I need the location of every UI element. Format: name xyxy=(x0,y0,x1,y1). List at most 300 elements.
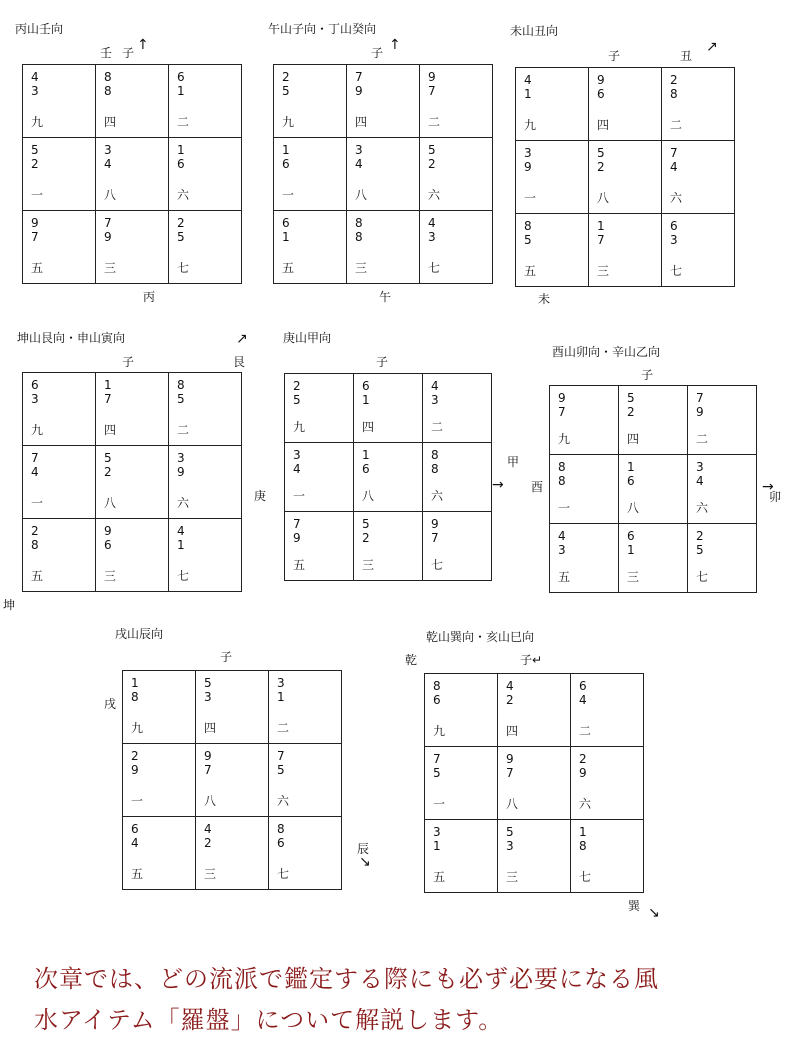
water-star: 9 xyxy=(131,763,139,777)
base-star: 七 xyxy=(177,569,190,583)
grid-cell xyxy=(498,820,571,893)
water-star: 7 xyxy=(204,763,212,777)
mountain-star: 6 xyxy=(579,679,587,693)
cell-numbers xyxy=(31,378,95,406)
cell-numbers xyxy=(670,219,734,247)
grid-cell xyxy=(354,443,423,512)
mountain-star: 4 xyxy=(558,529,566,543)
grid-cell xyxy=(662,68,735,141)
water-star: 4 xyxy=(696,474,704,488)
mountain-star: 7 xyxy=(670,146,678,160)
water-star: 4 xyxy=(131,836,139,850)
base-star: 九 xyxy=(31,115,44,129)
water-star: 5 xyxy=(293,393,301,407)
mountain-star: 9 xyxy=(506,752,514,766)
water-star: 9 xyxy=(355,84,363,98)
base-star: 二 xyxy=(177,423,190,437)
mountain-star: 1 xyxy=(597,219,605,233)
grid-cell xyxy=(123,817,196,890)
chart-title: 未山丑向 xyxy=(510,24,559,38)
base-star: 三 xyxy=(104,261,117,275)
base-star: 八 xyxy=(627,501,640,515)
grid-cell xyxy=(169,373,242,446)
cell-numbers xyxy=(362,379,422,407)
grid-cell xyxy=(274,138,347,211)
cell-numbers xyxy=(104,524,168,552)
base-star: 一 xyxy=(558,501,571,515)
grid-cell xyxy=(347,211,420,284)
water-star: 6 xyxy=(597,87,605,101)
cell-numbers xyxy=(104,143,168,171)
grid-cell xyxy=(169,519,242,592)
mountain-star: 1 xyxy=(579,825,587,839)
cell-numbers xyxy=(696,460,756,488)
mountain-star: 4 xyxy=(31,70,39,84)
water-star: 9 xyxy=(177,465,185,479)
base-star: 四 xyxy=(597,118,610,132)
grid-cell xyxy=(425,820,498,893)
mountain-star: 9 xyxy=(597,73,605,87)
mountain-star: 2 xyxy=(177,216,185,230)
base-star: 七 xyxy=(670,264,683,278)
cell-numbers xyxy=(431,379,491,407)
mountain-star: 8 xyxy=(104,70,112,84)
water-star: 8 xyxy=(355,230,363,244)
base-star: 八 xyxy=(104,188,117,202)
water-star: 8 xyxy=(104,84,112,98)
cell-numbers xyxy=(177,143,241,171)
direction-label: 丙 xyxy=(143,290,156,304)
grid-cell xyxy=(274,65,347,138)
direction-arrow-icon: ↗ xyxy=(236,331,248,347)
base-star: 二 xyxy=(431,420,444,434)
chart-title: 坤山艮向・申山寅向 xyxy=(17,331,126,345)
cell-numbers xyxy=(31,216,95,244)
mountain-star: 5 xyxy=(428,143,436,157)
cell-numbers xyxy=(293,448,353,476)
cell-numbers xyxy=(204,676,268,704)
water-star: 3 xyxy=(670,233,678,247)
water-star: 7 xyxy=(104,392,112,406)
mountain-star: 5 xyxy=(627,391,635,405)
base-star: 三 xyxy=(627,570,640,584)
grid-cell xyxy=(123,671,196,744)
water-star: 2 xyxy=(597,160,605,174)
base-star: 二 xyxy=(277,721,290,735)
base-star: 四 xyxy=(362,420,375,434)
direction-label: 辰 xyxy=(357,842,370,856)
water-star: 8 xyxy=(431,462,439,476)
grid-cell xyxy=(169,138,242,211)
cell-numbers xyxy=(579,679,643,707)
grid-cell xyxy=(285,374,354,443)
base-star: 七 xyxy=(177,261,190,275)
grid-cell xyxy=(571,747,644,820)
grid-cell xyxy=(688,386,757,455)
grid-cell xyxy=(619,386,688,455)
water-star: 6 xyxy=(177,157,185,171)
cell-numbers xyxy=(433,825,497,853)
cell-numbers xyxy=(177,451,241,479)
base-star: 八 xyxy=(104,496,117,510)
cell-numbers xyxy=(431,448,491,476)
cell-numbers xyxy=(277,676,341,704)
base-star: 八 xyxy=(506,797,519,811)
water-star: 7 xyxy=(597,233,605,247)
mountain-star: 7 xyxy=(355,70,363,84)
water-star: 4 xyxy=(31,465,39,479)
water-star: 6 xyxy=(627,474,635,488)
base-star: 四 xyxy=(627,432,640,446)
cell-numbers xyxy=(428,216,492,244)
cell-numbers xyxy=(670,146,734,174)
water-star: 8 xyxy=(579,839,587,853)
mountain-star: 8 xyxy=(355,216,363,230)
cell-numbers xyxy=(431,517,491,545)
water-star: 5 xyxy=(177,230,185,244)
grid-cell xyxy=(688,524,757,593)
cell-numbers xyxy=(524,146,588,174)
mountain-star: 9 xyxy=(431,517,439,531)
base-star: 八 xyxy=(204,794,217,808)
base-star: 一 xyxy=(31,188,44,202)
water-star: 3 xyxy=(428,230,436,244)
water-star: 5 xyxy=(277,763,285,777)
cell-numbers xyxy=(131,822,195,850)
base-star: 六 xyxy=(428,188,441,202)
base-star: 四 xyxy=(104,423,117,437)
cell-numbers xyxy=(104,451,168,479)
mountain-star: 2 xyxy=(293,379,301,393)
base-star: 九 xyxy=(31,423,44,437)
water-star: 3 xyxy=(31,84,39,98)
mountain-star: 4 xyxy=(428,216,436,230)
water-star: 5 xyxy=(282,84,290,98)
water-star: 1 xyxy=(277,690,285,704)
cell-numbers xyxy=(177,524,241,552)
cell-numbers xyxy=(31,451,95,479)
grid-cell xyxy=(123,744,196,817)
water-star: 8 xyxy=(670,87,678,101)
mountain-star: 5 xyxy=(506,825,514,839)
grid-cell xyxy=(96,211,169,284)
mountain-star: 6 xyxy=(670,219,678,233)
water-star: 9 xyxy=(579,766,587,780)
base-star: 六 xyxy=(277,794,290,808)
base-star: 七 xyxy=(579,870,592,884)
base-star: 五 xyxy=(282,261,295,275)
water-star: 7 xyxy=(428,84,436,98)
base-star: 八 xyxy=(597,191,610,205)
base-star: 五 xyxy=(31,569,44,583)
direction-label: 乾 xyxy=(405,653,418,667)
grid-cell xyxy=(23,519,96,592)
water-star: 2 xyxy=(204,836,212,850)
base-star: 一 xyxy=(433,797,446,811)
mountain-star: 2 xyxy=(31,524,39,538)
grid-cell xyxy=(354,374,423,443)
mountain-star: 6 xyxy=(31,378,39,392)
footer-text-line1: 次章では、どの流派で鑑定する際にも必ず必要になる風 xyxy=(34,965,659,993)
cell-numbers xyxy=(506,825,570,853)
chart-title: 午山子向・丁山癸向 xyxy=(268,22,377,36)
direction-arrow-icon: → xyxy=(492,477,504,493)
water-star: 5 xyxy=(177,392,185,406)
grid-cell xyxy=(662,214,735,287)
water-star: 4 xyxy=(104,157,112,171)
direction-label: 子 xyxy=(122,355,135,369)
grid-cell xyxy=(589,141,662,214)
grid-cell xyxy=(423,443,492,512)
grid-cell xyxy=(269,744,342,817)
base-star: 一 xyxy=(293,489,306,503)
base-star: 六 xyxy=(431,489,444,503)
direction-label: 壬 xyxy=(100,46,113,60)
water-star: 2 xyxy=(31,157,39,171)
cell-numbers xyxy=(104,216,168,244)
base-star: 三 xyxy=(104,569,117,583)
base-star: 五 xyxy=(131,867,144,881)
water-star: 3 xyxy=(204,690,212,704)
direction-label: 丑 xyxy=(680,49,693,63)
base-star: 三 xyxy=(362,558,375,572)
mountain-star: 8 xyxy=(558,460,566,474)
water-star: 7 xyxy=(31,230,39,244)
water-star: 1 xyxy=(282,230,290,244)
grid-cell xyxy=(571,820,644,893)
cell-numbers xyxy=(177,378,241,406)
cell-numbers xyxy=(204,822,268,850)
mountain-star: 8 xyxy=(431,448,439,462)
grid-cell xyxy=(169,65,242,138)
mountain-star: 3 xyxy=(524,146,532,160)
water-star: 2 xyxy=(104,465,112,479)
mountain-star: 5 xyxy=(597,146,605,160)
direction-label: 甲 xyxy=(507,455,520,469)
water-star: 1 xyxy=(177,538,185,552)
grid-cell xyxy=(550,524,619,593)
water-star: 9 xyxy=(696,405,704,419)
mountain-star: 1 xyxy=(282,143,290,157)
water-star: 7 xyxy=(506,766,514,780)
water-star: 1 xyxy=(177,84,185,98)
base-star: 二 xyxy=(428,115,441,129)
base-star: 八 xyxy=(355,188,368,202)
direction-label: 子↵ xyxy=(520,653,543,667)
mountain-star: 3 xyxy=(355,143,363,157)
base-star: 五 xyxy=(433,870,446,884)
cell-numbers xyxy=(177,216,241,244)
base-star: 三 xyxy=(506,870,519,884)
grid-cell xyxy=(498,674,571,747)
cell-numbers xyxy=(293,517,353,545)
mountain-star: 3 xyxy=(177,451,185,465)
base-star: 六 xyxy=(696,501,709,515)
mountain-star: 1 xyxy=(627,460,635,474)
grid-cell xyxy=(423,512,492,581)
cell-numbers xyxy=(31,70,95,98)
mountain-star: 1 xyxy=(362,448,370,462)
footer-banner xyxy=(0,945,794,1037)
mountain-star: 2 xyxy=(670,73,678,87)
water-star: 5 xyxy=(433,766,441,780)
mountain-star: 7 xyxy=(31,451,39,465)
cell-numbers xyxy=(355,70,419,98)
direction-label: 酉 xyxy=(531,480,544,494)
base-star: 二 xyxy=(670,118,683,132)
direction-label: 午 xyxy=(379,290,392,304)
direction-label: 戌 xyxy=(104,697,117,711)
grid-cell xyxy=(516,214,589,287)
grid-cell xyxy=(274,211,347,284)
mountain-star: 3 xyxy=(277,676,285,690)
mountain-star: 6 xyxy=(177,70,185,84)
direction-arrow-icon: ↘ xyxy=(648,905,660,921)
base-star: 六 xyxy=(177,496,190,510)
mountain-star: 2 xyxy=(579,752,587,766)
base-star: 六 xyxy=(579,797,592,811)
base-star: 四 xyxy=(204,721,217,735)
grid-cell xyxy=(285,512,354,581)
direction-label: 子 xyxy=(641,368,654,382)
mountain-star: 9 xyxy=(558,391,566,405)
mountain-star: 7 xyxy=(277,749,285,763)
mountain-star: 5 xyxy=(204,676,212,690)
base-star: 三 xyxy=(204,867,217,881)
chart-title: 乾山巽向・亥山巳向 xyxy=(426,630,535,644)
cell-numbers xyxy=(506,679,570,707)
cell-numbers xyxy=(597,73,661,101)
direction-label: 艮 xyxy=(233,355,246,369)
cell-numbers xyxy=(31,524,95,552)
water-star: 1 xyxy=(433,839,441,853)
grid-cell xyxy=(23,211,96,284)
mountain-star: 6 xyxy=(627,529,635,543)
base-star: 一 xyxy=(31,496,44,510)
direction-arrow-icon: ↘ xyxy=(359,854,371,870)
grid-cell xyxy=(169,211,242,284)
water-star: 2 xyxy=(506,693,514,707)
flying-star-grid xyxy=(22,64,242,284)
mountain-star: 4 xyxy=(204,822,212,836)
base-star: 九 xyxy=(293,420,306,434)
water-star: 6 xyxy=(104,538,112,552)
grid-cell xyxy=(420,211,493,284)
base-star: 五 xyxy=(31,261,44,275)
mountain-star: 1 xyxy=(131,676,139,690)
mountain-star: 8 xyxy=(524,219,532,233)
grid-cell xyxy=(662,141,735,214)
grid-cell xyxy=(420,65,493,138)
direction-label: 子 xyxy=(371,46,384,60)
cell-numbers xyxy=(558,460,618,488)
grid-cell xyxy=(96,519,169,592)
direction-label: 子 xyxy=(122,46,135,60)
mountain-star: 1 xyxy=(104,378,112,392)
grid-cell xyxy=(347,65,420,138)
water-star: 4 xyxy=(670,160,678,174)
flying-star-grid xyxy=(273,64,493,284)
mountain-star: 6 xyxy=(362,379,370,393)
mountain-star: 7 xyxy=(293,517,301,531)
grid-cell xyxy=(425,674,498,747)
mountain-star: 7 xyxy=(104,216,112,230)
grid-cell xyxy=(619,455,688,524)
grid-cell xyxy=(571,674,644,747)
grid-cell xyxy=(516,68,589,141)
direction-label: 巽 xyxy=(628,899,641,913)
cell-numbers xyxy=(579,825,643,853)
base-star: 六 xyxy=(670,191,683,205)
grid-cell xyxy=(354,512,423,581)
grid-cell xyxy=(619,524,688,593)
base-star: 五 xyxy=(293,558,306,572)
cell-numbers xyxy=(579,752,643,780)
direction-label: 未 xyxy=(538,292,551,306)
base-star: 六 xyxy=(177,188,190,202)
chart-title: 戌山辰向 xyxy=(115,627,164,641)
mountain-star: 7 xyxy=(696,391,704,405)
base-star: 九 xyxy=(282,115,295,129)
cell-numbers xyxy=(433,752,497,780)
base-star: 七 xyxy=(431,558,444,572)
grid-cell xyxy=(196,671,269,744)
mountain-star: 8 xyxy=(177,378,185,392)
grid-cell xyxy=(196,817,269,890)
mountain-star: 3 xyxy=(433,825,441,839)
base-star: 九 xyxy=(524,118,537,132)
grid-cell xyxy=(516,141,589,214)
cell-numbers xyxy=(362,517,422,545)
cell-numbers xyxy=(355,216,419,244)
grid-cell xyxy=(550,386,619,455)
grid-cell xyxy=(269,817,342,890)
mountain-star: 3 xyxy=(696,460,704,474)
cell-numbers xyxy=(670,73,734,101)
mountain-star: 6 xyxy=(131,822,139,836)
mountain-star: 7 xyxy=(433,752,441,766)
base-star: 八 xyxy=(362,489,375,503)
cell-numbers xyxy=(293,379,353,407)
footer-text-line2: 水アイテム「羅盤」について解説します。 xyxy=(34,1006,504,1034)
water-star: 3 xyxy=(31,392,39,406)
flying-star-grid xyxy=(284,373,492,581)
grid-cell xyxy=(96,65,169,138)
water-star: 7 xyxy=(558,405,566,419)
cell-numbers xyxy=(428,143,492,171)
base-star: 五 xyxy=(558,570,571,584)
cell-numbers xyxy=(433,679,497,707)
water-star: 9 xyxy=(293,531,301,545)
mountain-star: 5 xyxy=(104,451,112,465)
mountain-star: 8 xyxy=(433,679,441,693)
base-star: 二 xyxy=(696,432,709,446)
water-star: 9 xyxy=(524,160,532,174)
grid-cell xyxy=(423,374,492,443)
chart-title: 庚山甲向 xyxy=(283,331,332,345)
water-star: 6 xyxy=(282,157,290,171)
direction-label: 子 xyxy=(376,355,389,369)
water-star: 3 xyxy=(431,393,439,407)
mountain-star: 4 xyxy=(524,73,532,87)
cell-numbers xyxy=(177,70,241,98)
water-star: 9 xyxy=(104,230,112,244)
flying-star-grid xyxy=(22,372,242,592)
grid-cell xyxy=(425,747,498,820)
grid-cell xyxy=(688,455,757,524)
water-star: 3 xyxy=(506,839,514,853)
direction-label: 子 xyxy=(220,650,233,664)
